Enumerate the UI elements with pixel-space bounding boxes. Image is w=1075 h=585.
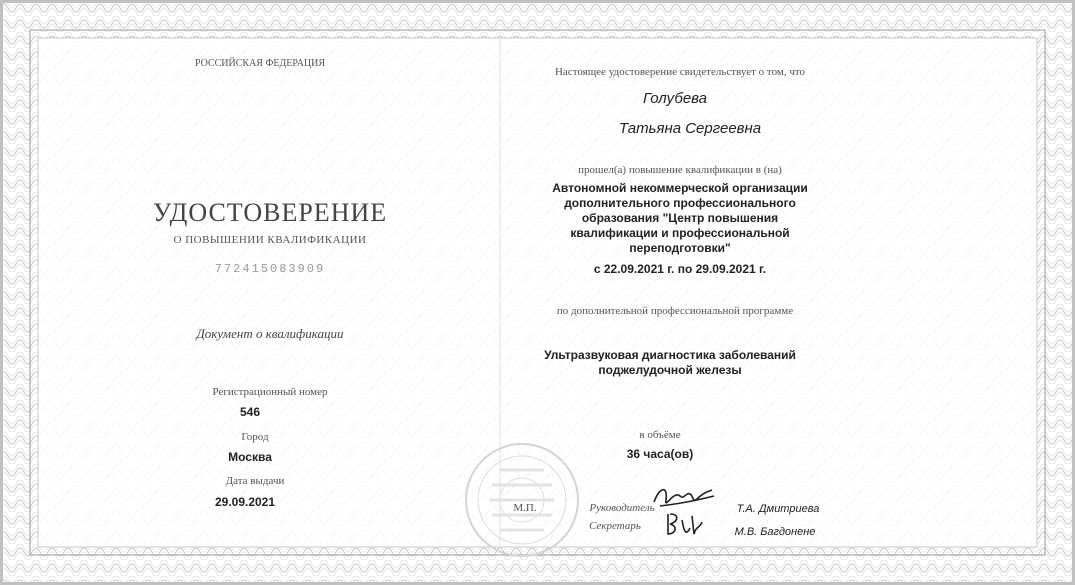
registration-number: 546: [239, 405, 261, 419]
organization-name: [540, 181, 820, 256]
stamp-label: М.П.: [513, 502, 537, 514]
secretary-label: Секретарь: [589, 520, 641, 532]
serial-number: 772415083909: [214, 262, 326, 276]
head-name: Т.А. Дмитриева: [736, 503, 820, 515]
city-label: Город: [241, 431, 269, 443]
program-label: по дополнительной профессиональной программе: [556, 305, 794, 317]
secretary-name: М.В. Багдонене: [734, 526, 816, 538]
surname: Голубева: [642, 90, 708, 107]
volume-label: в объёме: [639, 429, 681, 441]
organization-line: Автономной некоммерческой организации: [552, 181, 808, 195]
organization-seal: [462, 440, 582, 560]
registration-label: Регистрационный номер: [212, 386, 328, 398]
program-line: Ультразвуковая диагностика заболеваний: [544, 348, 796, 362]
given-name: Татьяна Сергеевна: [618, 120, 762, 137]
passed-text: прошел(а) повышение квалификации в (на): [578, 164, 782, 176]
issue-date-label: Дата выдачи: [225, 475, 285, 487]
intro-text: Настоящее удостоверение свидетельствует о том, что: [554, 66, 806, 78]
program-name: [525, 348, 815, 378]
head-label: Руководитель: [589, 502, 655, 514]
organization-line: дополнительного профессионального: [564, 196, 796, 210]
program-line: поджелудочной железы: [598, 363, 742, 377]
document-type: Документ о квалификации: [196, 326, 344, 341]
organization-line: образования "Центр повышения: [581, 211, 779, 225]
organization-line: переподготовки": [629, 241, 731, 255]
city-value: Москва: [228, 450, 272, 464]
certificate-subtitle: О ПОВЫШЕНИИ КВАЛИФИКАЦИИ: [173, 234, 367, 246]
country-label: РОССИЙСКАЯ ФЕДЕРАЦИЯ: [194, 58, 326, 69]
volume-value: 36 часа(ов): [626, 447, 694, 461]
certificate-title: УДОСТОВЕРЕНИЕ: [152, 198, 388, 227]
training-period: с 22.09.2021 г. по 29.09.2021 г.: [593, 262, 767, 276]
secretary-signature: [660, 508, 705, 540]
issue-date-value: 29.09.2021: [214, 495, 276, 509]
organization-line: квалификации и профессиональной: [570, 226, 790, 240]
